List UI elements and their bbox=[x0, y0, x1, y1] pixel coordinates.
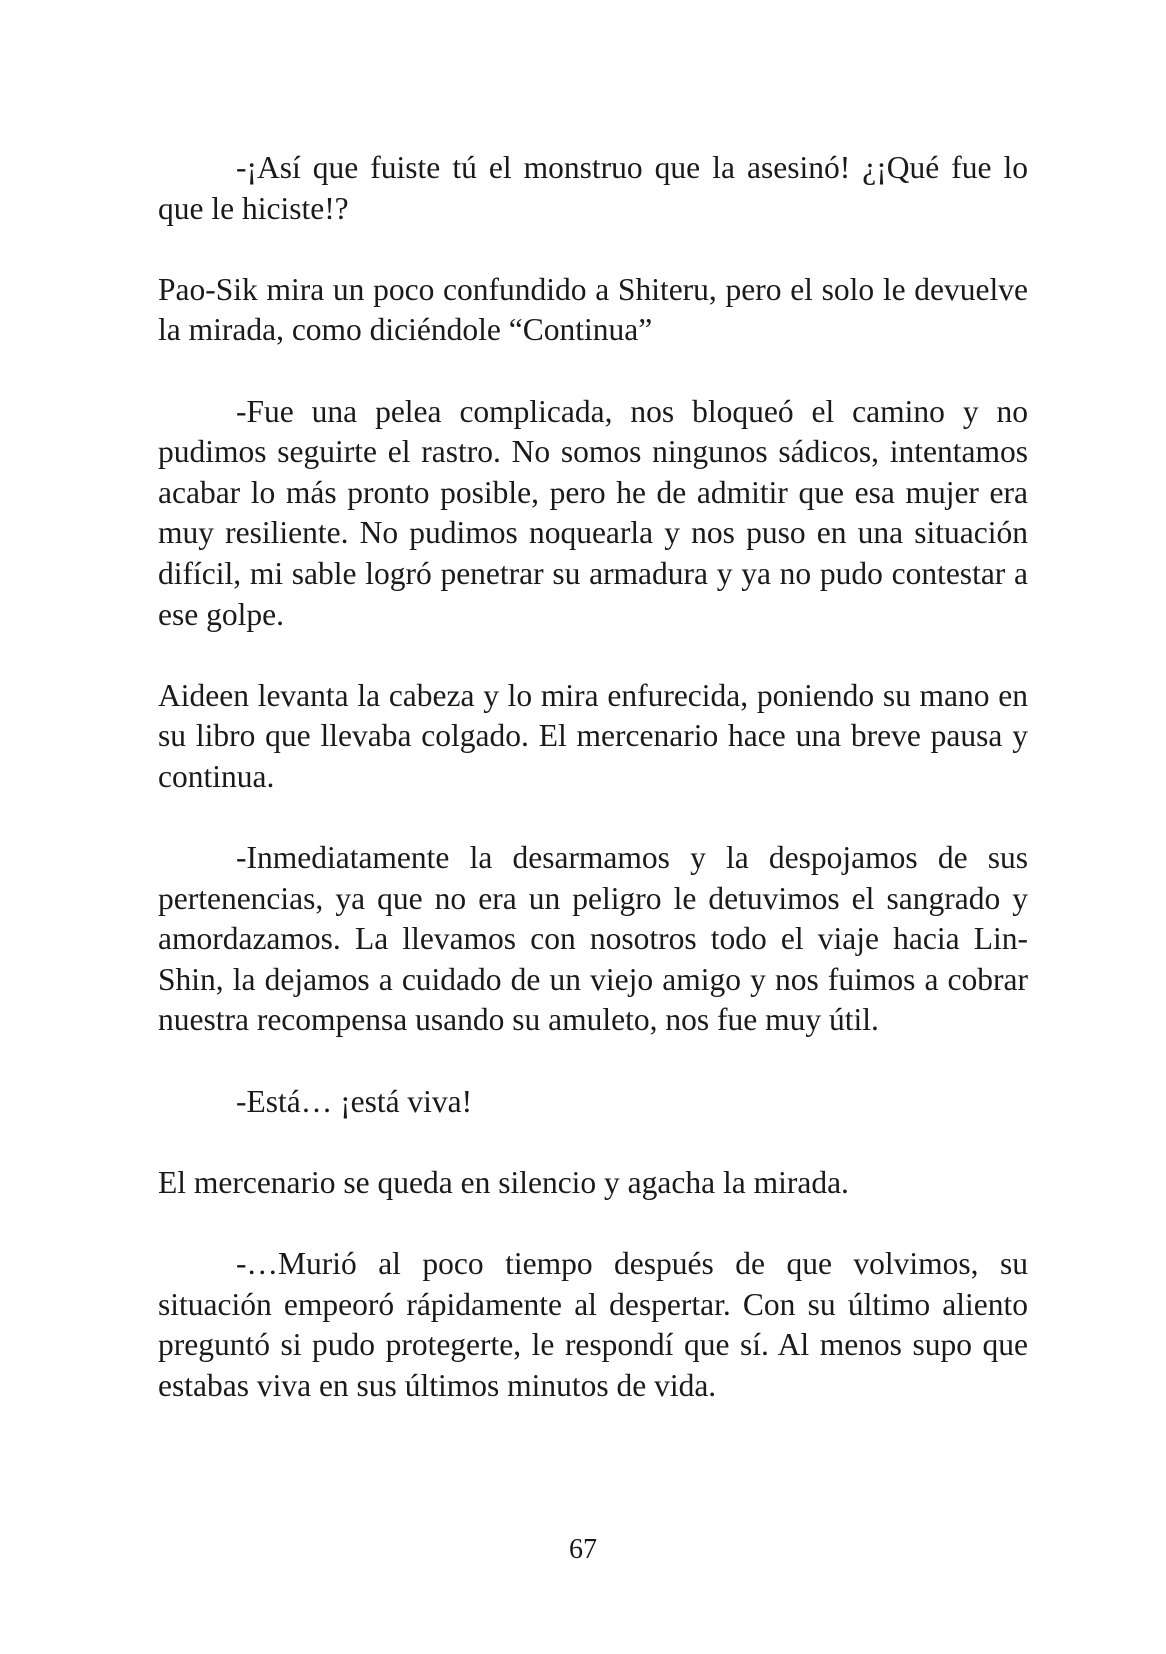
body-text bbox=[158, 148, 1028, 1447]
dialogue-paragraph: -…Murió al poco tiempo después de que volvimos, su situación empeoró rápidamente al despertar. Con su último aliento preguntó si pudo protegerte, le respondí que sí. Al menos supo que estabas viva en sus últimos minutos de vida. bbox=[158, 1246, 1028, 1403]
dialogue-paragraph: -Inmediatamente la desarmamos y la despojamos de sus pertenencias, ya que no era un peligro le detuvimos el sangrado y amordazamos. La llevamos con nosotros todo el viaje hacia Lin-Shin, la dejamos a cuidado de un viejo amigo y nos fuimos a cobrar nuestra recompensa usando su amuleto, nos fue muy útil. bbox=[158, 840, 1028, 1038]
narration-paragraph: Pao-Sik mira un poco confundido a Shiteru, pero el solo le devuelve la mirada, como diciéndole “Continua” bbox=[158, 271, 1028, 348]
narration-paragraph: Aideen levanta la cabeza y lo mira enfurecida, poniendo su mano en su libro que llevaba colgado. El mercenario hace una breve pausa y continua. bbox=[158, 677, 1028, 794]
narration-paragraph: El mercenario se queda en silencio y agacha la mirada. bbox=[158, 1164, 849, 1200]
dialogue-paragraph: -Fue una pelea complicada, nos bloqueó el camino y no pudimos seguirte el rastro. No somos ningunos sádicos, intentamos acabar lo más pronto posible, pero he de admitir que esa mujer era muy resiliente. No pudimos noquearla y nos puso en una situación difícil, mi sable logró penetrar su armadura y ya no pudo contestar a ese golpe. bbox=[158, 393, 1028, 632]
dialogue-paragraph: -Está… ¡está viva! bbox=[236, 1083, 473, 1119]
page-number: 67 bbox=[569, 1534, 597, 1565]
dialogue-paragraph: -¡Así que fuiste tú el monstruo que la asesinó! ¿¡Qué fue lo que le hiciste!? bbox=[158, 150, 1028, 226]
